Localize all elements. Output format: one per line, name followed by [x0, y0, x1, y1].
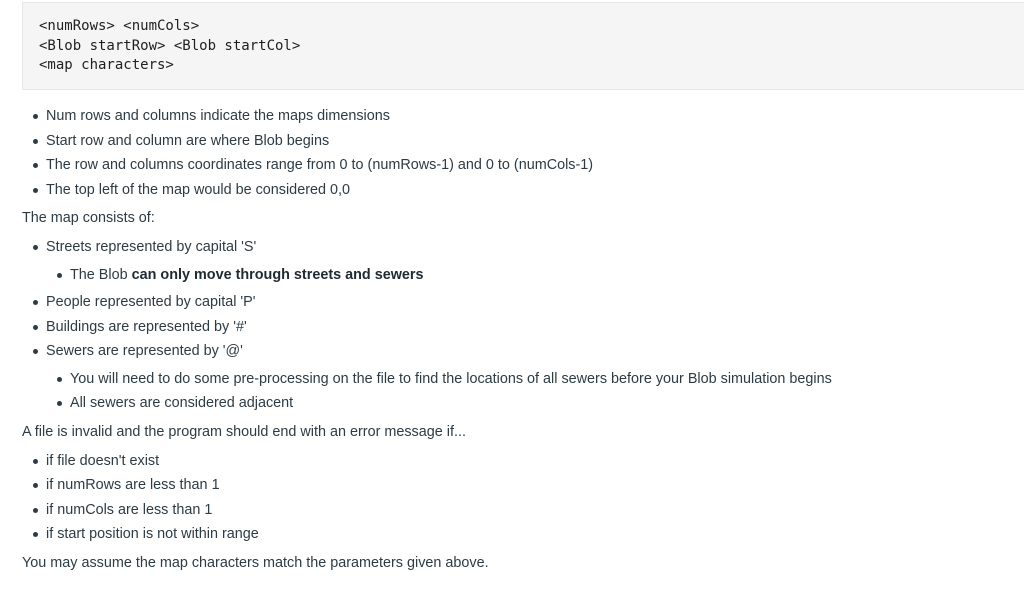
list-item: if numCols are less than 1	[46, 498, 1012, 523]
list-item-people: People represented by capital 'P'	[46, 290, 1012, 315]
closing-paragraph: You may assume the map characters match the parameters given above.	[22, 554, 489, 571]
code-block	[22, 2, 1024, 90]
list-item-buildings: Buildings are represented by '#'	[46, 315, 1012, 340]
streets-sublist	[46, 263, 1012, 288]
invalid-conditions-list	[22, 449, 1012, 547]
list-item-sewers	[46, 339, 1012, 416]
list-item: if file doesn't exist	[46, 449, 1012, 474]
document-body	[22, 104, 1012, 580]
code-line: <map characters>	[39, 57, 174, 73]
list-item	[70, 263, 1012, 288]
list-item-streets	[46, 235, 1012, 287]
map-items-list	[22, 235, 1012, 416]
sub-item-text: The Blob	[70, 266, 132, 283]
invalid-intro-paragraph: A file is invalid and the program should end with an error message if...	[22, 423, 466, 440]
list-item: All sewers are considered adjacent	[70, 391, 1012, 416]
list-item: Num rows and columns indicate the maps dimensions	[46, 104, 1012, 129]
list-item-text: Sewers are represented by '@'	[46, 343, 243, 359]
code-line: <numRows> <numCols>	[39, 18, 200, 34]
list-item: Start row and column are where Blob begins	[46, 129, 1012, 154]
list-item: The top left of the map would be considered 0,0	[46, 178, 1012, 203]
list-item: if start position is not within range	[46, 522, 1012, 547]
list-item: if numRows are less than 1	[46, 473, 1012, 498]
map-intro-paragraph: The map consists of:	[22, 210, 155, 226]
emphasis-text: can only move through streets and sewers	[131, 266, 424, 283]
list-item-text: Streets represented by capital 'S'	[46, 239, 257, 255]
format-notes-list	[22, 104, 1012, 202]
list-item: The row and columns coordinates range from 0 to (numRows-1) and 0 to (numCols-1)	[46, 153, 1012, 178]
list-item: You will need to do some pre-processing on the file to find the locations of all sewers before your Blob simulation begins	[70, 367, 1012, 392]
sewers-sublist	[46, 367, 1012, 416]
code-line: <Blob startRow> <Blob startCol>	[39, 37, 301, 54]
